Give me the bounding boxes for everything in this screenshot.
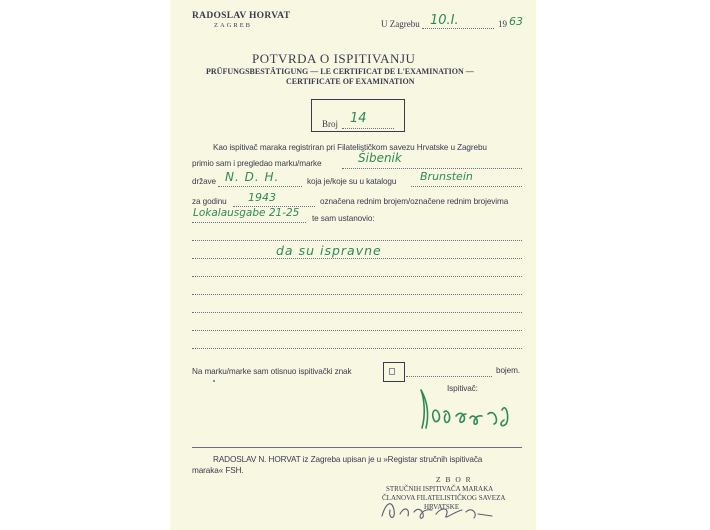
stamp-signature xyxy=(374,494,500,524)
finding-line-6 xyxy=(192,330,522,331)
body-line-5-rest: te sam ustanovio: xyxy=(312,214,375,223)
body-line-3-dots-1 xyxy=(218,186,302,187)
issuer-name: RADOSLAV HORVAT xyxy=(192,11,291,21)
stamp-line-1: Z B O R xyxy=(436,475,473,484)
ink-speck xyxy=(213,380,215,382)
footer-separator xyxy=(192,447,522,448)
body-line-3-dots-2 xyxy=(411,186,522,187)
mark-line-prefix: Na marku/marke sam otisnuo ispitivački znak xyxy=(192,367,352,376)
body-line-2-dots xyxy=(342,168,522,169)
body-line-3-value-2: Brunstein xyxy=(420,170,473,183)
subtitle-line-1: PRÜFUNGSBESTÄTIGUNG — LE CERTIFICAT DE L'EXAMINATION — xyxy=(206,67,474,76)
finding-line-4 xyxy=(192,294,522,295)
finding-handwritten: da su ispravne xyxy=(276,243,382,258)
finding-line-5 xyxy=(192,312,522,313)
certificate-title: POTVRDA O ISPITIVANJU xyxy=(252,51,416,66)
date-handwritten: 10.I. xyxy=(430,13,459,28)
date-year-print: 19 xyxy=(498,19,507,29)
stamp-line-3: ČLANOVA FILATELISTIČKOG SAVEZA xyxy=(382,494,506,502)
body-line-2-label: primio sam i pregledao marku/marke xyxy=(192,159,322,168)
body-line-4-value: 1943 xyxy=(248,191,276,204)
body-line-2-value: Šibenik xyxy=(358,151,402,165)
subtitle-line-2: CERTIFICATE OF EXAMINATION xyxy=(286,77,415,86)
mark-line-suffix: bojem. xyxy=(496,366,520,375)
finding-line-1 xyxy=(192,240,522,241)
issuer-city: ZAGREB xyxy=(214,22,252,29)
body-line-4-rest: označena rednim brojem/označene rednim brojevima xyxy=(320,197,509,206)
finding-line-7 xyxy=(192,348,522,349)
body-line-5-value: Lokalausgabe 21-25 xyxy=(193,207,300,219)
broj-value: 14 xyxy=(350,111,367,126)
date-prefix: U Zagrebu xyxy=(381,19,420,29)
footer-line-1: RADOSLAV N. HORVAT iz Zagreba upisan je u »Registar stručnih ispitivača xyxy=(213,455,483,464)
finding-line-3 xyxy=(192,276,522,277)
date-dotted-line xyxy=(422,28,494,29)
body-line-3-label: države xyxy=(192,177,216,186)
finding-line-2 xyxy=(192,258,522,259)
stamp-line-4: HRVATSKE xyxy=(424,503,460,511)
mark-stamp-impression xyxy=(389,368,395,375)
mark-line-dots xyxy=(406,376,492,377)
body-line-5-dots xyxy=(192,222,306,223)
examiner-signature xyxy=(412,384,524,434)
stamp-line-2: STRUČNIH ISPITIVAČA MARAKA xyxy=(386,485,494,493)
body-line-3-value: N. D. H. xyxy=(225,170,280,184)
body-line-1: Kao ispitivač maraka registriran pri Filatelističkom savezu Hrvatske u Zagrebu xyxy=(213,143,487,152)
broj-label: Broj xyxy=(322,119,339,129)
broj-dotted-line xyxy=(342,128,394,129)
examiner-label: Ispitivač: xyxy=(447,384,478,393)
footer-line-2: maraka« FSH. xyxy=(192,466,244,475)
body-line-3-mid: koja je/koje su u katalogu xyxy=(307,177,397,186)
date-year-handwritten: 63 xyxy=(509,15,523,28)
body-line-4-label: za godinu xyxy=(192,197,227,206)
